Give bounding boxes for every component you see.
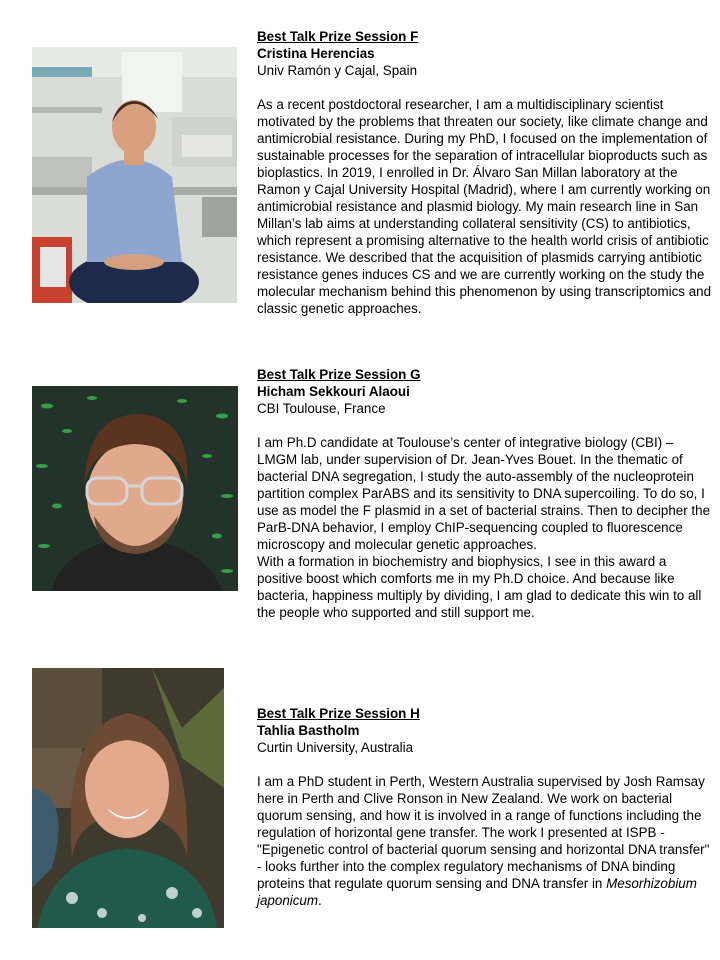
winner-affiliation: CBI Toulouse, France [257, 401, 386, 416]
winner-affiliation: Univ Ramón y Cajal, Spain [257, 63, 418, 78]
session-title: Best Talk Prize Session F [257, 29, 419, 44]
bio-paragraph: With a formation in biochemistry and biophysics, I see in this award a positive boost which comforts me in my Ph.D choice. And because like bacteria, happiness multiply by dividing, I am glad to dedicate this win to all the people who supported and still support me. [257, 554, 702, 620]
portrait-photo-tahlia [32, 668, 224, 928]
bio-species-name: Mesorhizobium japonicum [257, 876, 697, 908]
winner-affiliation: Curtin University, Australia [257, 740, 414, 755]
session-title: Best Talk Prize Session G [257, 367, 421, 382]
prize-entry-session-f [257, 28, 713, 317]
winner-bio: As a recent postdoctoral researcher, I am a multidisciplinary scientist motivated by the problems that threaten our society, like climate change and antimicrobial resistance. During my PhD, I focused on the implementation of sustainable processes for the separation of intracellular bioproducts such as bioplastics. In 2019, I enrolled in Dr. Álvaro San Millan laboratory at the Ramon y Cajal University Hospital (Madrid), where I am currently working on antimicrobial resistance and plasmid biology. My main research line in San Millan’s lab aims at understanding collateral sensitivity (CS) to antibiotics, which represent a promising alternative to the health world crisis of antibiotic resistance. We described that the acquisition of plasmids carrying antibiotic resistance genes induces CS and we are currently working on the study the molecular mechanism behind this phenomenon by using transcriptomics and classic genetic approaches. [257, 97, 712, 316]
winner-name: Tahlia Bastholm [257, 723, 360, 738]
prize-entry-session-h [257, 705, 713, 909]
portrait-photo-cristina [32, 47, 237, 303]
winner-bio [257, 773, 713, 909]
portrait-photo-hicham [32, 386, 238, 591]
winner-name: Cristina Herencias [257, 46, 375, 61]
bio-paragraph: I am Ph.D candidate at Toulouse’s center of integrative biology (CBI) – LMGM lab, under supervision of Dr. Jean-Yves Bouet. In the thematic of bacterial DNA segregation, I study the auto-assembly of the nucleoprotein partition complex ParABS and its sensitivity to DNA supercoiling. To do so, I use as model the F plasmid in a set of bacterial strains. Then to decipher the ParB-DNA behavior, I employ ChIP-sequencing coupled to fluorescence microscopy and molecular genetic approaches. [257, 435, 711, 552]
winner-bio [257, 434, 713, 621]
bio-text: I am a PhD student in Perth, Western Australia supervised by Josh Ramsay here in Perth and Clive Ronson in New Zealand. We work on bacterial quorum sensing, and how it is involved in a range of functions including the regulation of horizontal gene transfer. The work I presented at ISPB - "Epigenetic control of bacterial quorum sensing and horizontal DNA transfer" - looks further into the complex regulatory mechanisms of DNA binding proteins that regulate quorum sensing and DNA transfer in [257, 774, 710, 891]
winner-name: Hicham Sekkouri Alaoui [257, 384, 410, 399]
session-title: Best Talk Prize Session H [257, 706, 420, 721]
prize-entry-session-g [257, 366, 713, 621]
bio-text-end: . [318, 893, 322, 908]
